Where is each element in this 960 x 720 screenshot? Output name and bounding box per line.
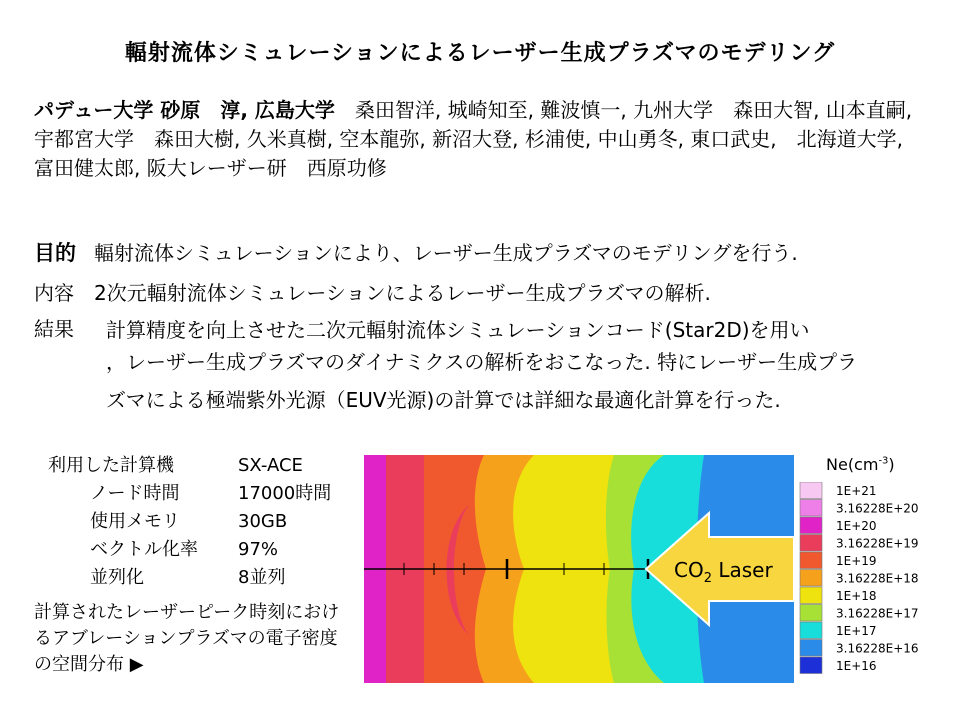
color-legend	[798, 482, 948, 678]
content-section	[34, 278, 711, 308]
legend-swatch	[800, 587, 822, 604]
spec-value: 30GB	[238, 511, 288, 532]
spec-key: ベクトル化率	[90, 539, 198, 560]
legend-swatch	[800, 500, 822, 517]
spec-row	[48, 564, 331, 592]
spec-row	[48, 480, 331, 508]
legend-label: 1E+16	[836, 659, 877, 673]
density-plot	[364, 455, 794, 683]
legend-label: 1E+19	[836, 554, 877, 568]
spec-key: ノード時間	[90, 483, 180, 504]
result-line-2: ，レーザー生成プラズマのダイナミクスの解析をおこなった. 特にレーザー生成プラ	[106, 350, 858, 374]
result-label: 結果	[34, 317, 74, 341]
legend-label: 3.16228E+18	[836, 571, 919, 586]
legend-label: 1E+18	[836, 589, 877, 603]
legend-title: $Ne(cm^{-3})$	[826, 455, 895, 474]
result-label-row	[34, 314, 94, 344]
legend-swatch	[800, 605, 822, 622]
spec-key: 利用した計算機	[48, 455, 174, 476]
legend-swatch	[800, 535, 822, 552]
legend-swatch	[800, 657, 822, 674]
spec-value: 97%	[238, 539, 279, 560]
legend-label: 3.16228E+17	[836, 606, 919, 621]
result-line-3: ズマによる極端紫外光源（EUV光源)の計算では詳細な最適化計算を行った.	[106, 388, 781, 412]
legend-label: 1E+17	[836, 624, 877, 638]
legend-label: 3.16228E+19	[836, 536, 919, 551]
legend-label: 3.16228E+20	[836, 501, 919, 516]
spec-value: 8並列	[238, 567, 286, 588]
author-list	[34, 96, 933, 183]
legend-swatch	[800, 570, 822, 587]
content-label: 内容	[34, 281, 74, 305]
spec-key: 並列化	[90, 567, 144, 588]
legend-label: 1E+20	[836, 519, 877, 533]
legend-swatch	[800, 517, 822, 534]
legend-swatch	[800, 622, 822, 639]
legend-swatch	[800, 552, 822, 569]
purpose-section	[34, 238, 798, 268]
laser-label: $CO_2$ Laser	[674, 558, 773, 586]
purpose-label: 目的	[34, 241, 76, 265]
spec-row	[48, 508, 331, 536]
legend-swatch	[800, 640, 822, 657]
spec-row	[48, 536, 331, 564]
result-text	[106, 314, 926, 416]
page-title: 輻射流体シミュレーションによるレーザー生成プラズマのモデリング	[124, 41, 836, 66]
spec-value: 17000時間	[238, 483, 332, 504]
spec-key: 使用メモリ	[90, 511, 180, 532]
spec-value: SX-ACE	[238, 455, 303, 476]
author-lead: パデュー大学 砂原 淳, 広島大学	[34, 98, 335, 122]
figure-caption: 計算されたレーザーピーク時刻におけるアブレーションプラズマの電子密度の空間分布 ▶	[34, 602, 340, 675]
author-rest: 桑田智洋, 城崎知至, 難波慎一, 九州大学 森田大智, 山本直嗣, 宇都宮大学 森田大樹, 久米真樹, 空本龍弥, 新沼大登, 杉浦使, 中山勇冬, 東口武史, 北海道大学, 富田健太郎, 阪大レーザー研 西原功修	[34, 98, 933, 180]
spec-row	[48, 452, 331, 480]
legend-label: 1E+21	[836, 484, 877, 498]
purpose-text: 輻射流体シミュレーションにより、レーザー生成プラズマのモデリングを行う.	[94, 241, 798, 265]
compute-specs	[48, 452, 331, 592]
result-line-1: 計算精度を向上させた二次元輻射流体シミュレーションコード(Star2D)を用い	[106, 318, 810, 342]
legend-label: 3.16228E+16	[836, 641, 919, 656]
content-text: 2次元輻射流体シミュレーションによるレーザー生成プラズマの解析.	[94, 281, 711, 305]
legend-swatch	[800, 482, 822, 499]
